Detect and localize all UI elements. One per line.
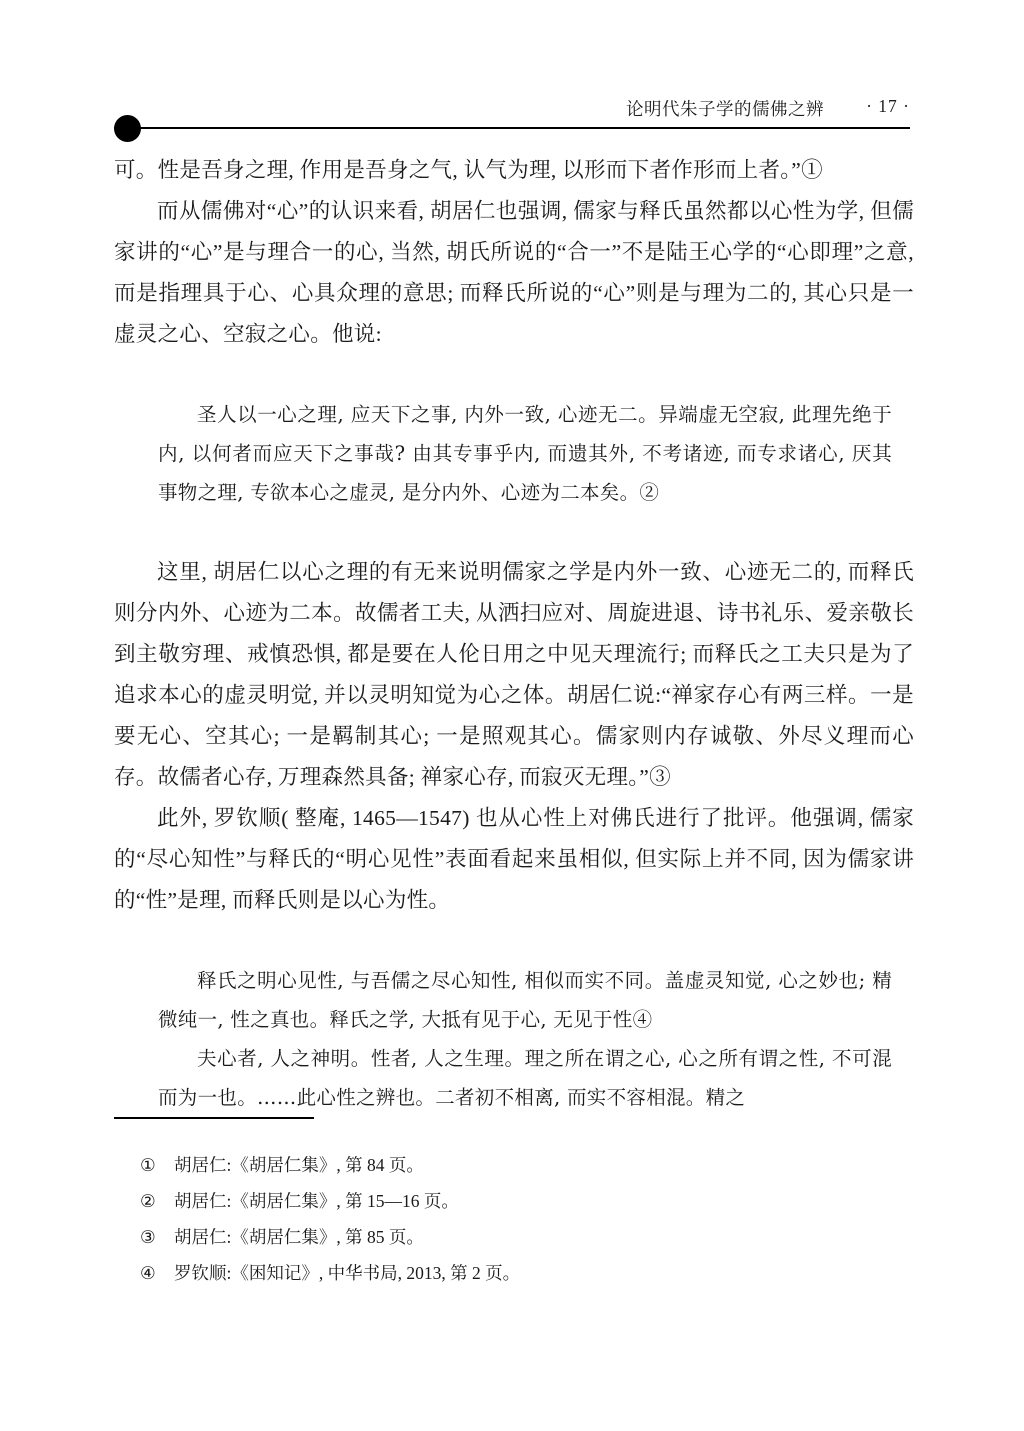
header-divider — [114, 127, 910, 129]
footnote-marker: ③ — [140, 1226, 156, 1247]
block-quote — [114, 961, 914, 1117]
footnote-marker: ① — [140, 1154, 156, 1175]
paragraph: 可。性是吾身之理, 作用是吾身之气, 认气为理, 以形而下者作形而上者。”① — [114, 158, 823, 182]
paragraph: 此外, 罗钦顺( 整庵, 1465—1547) 也从心性上对佛氏进行了批评。他强调, 儒家的“尽心知性”与释氏的“明心见性”表面看起来虽相似, 但实际上并不同, 因为儒家讲的“性”是理, 而释氏则是以心为性。 — [114, 806, 914, 912]
footnote-item — [114, 1219, 914, 1255]
footnote-text: 胡居仁:《胡居仁集》, 第 84 页。 — [174, 1154, 424, 1175]
page-header — [114, 96, 910, 142]
block-quote-text: 夫心者, 人之神明。性者, 人之生理。理之所在谓之心, 心之所有谓之性, 不可混而为一也。……此心性之辨也。二者初不相离, 而实不容相混。精之 — [158, 1047, 892, 1109]
running-head-title: 论明代朱子学的儒佛之辨 — [626, 99, 824, 119]
footnote-section — [114, 1117, 914, 1291]
block-quote-text: 圣人以一心之理, 应天下之事, 内外一致, 心迹无二。异端虚无空寂, 此理先绝于内, 以何者而应天下之事哉? 由其专事乎内, 而遗其外, 不考诸迹, 而专求诸心, 厌其事物之理, 专欲本心之虚灵, 是分内外、心迹为二本矣。② — [158, 403, 892, 504]
footnote-text: 胡居仁:《胡居仁集》, 第 85 页。 — [174, 1226, 424, 1247]
block-quote-text: 释氏之明心见性, 与吾儒之尽心知性, 相似而实不同。盖虚灵知觉, 心之妙也; 精微纯一, 性之真也。释氏之学, 大抵有见于心, 无见于性④ — [158, 969, 892, 1031]
spacer — [114, 355, 914, 395]
footnote-text: 罗钦顺:《困知记》, 中华书局, 2013, 第 2 页。 — [174, 1262, 521, 1283]
footnote-marker: ④ — [140, 1262, 156, 1283]
footnote-item — [114, 1147, 914, 1183]
footnote-text: 胡居仁:《胡居仁集》, 第 15—16 页。 — [174, 1190, 459, 1211]
footnote-divider — [114, 1117, 314, 1119]
paragraph: 而从儒佛对“心”的认识来看, 胡居仁也强调, 儒家与释氏虽然都以心性为学, 但儒家讲的“心”是与理合一的心, 当然, 胡氏所说的“合一”不是陆王心学的“心即理”之意, 而是指理具于心、心具众理的意思; 而释氏所说的“心”则是与理为二的, 其心只是一虚灵之心、空寂之心。他说: — [114, 199, 914, 346]
footnote-item — [114, 1255, 914, 1291]
block-quote — [114, 395, 914, 512]
page-number: · 17 · — [866, 96, 910, 116]
spacer — [114, 512, 914, 552]
footnote-item — [114, 1183, 914, 1219]
spacer — [114, 921, 914, 961]
paragraph: 这里, 胡居仁以心之理的有无来说明儒家之学是内外一致、心迹无二的, 而释氏则分内外、心迹为二本。故儒者工夫, 从洒扫应对、周旋进退、诗书礼乐、爱亲敬长到主敬穷理、戒慎恐惧, 都是要在人伦日用之中见天理流行; 而释氏之工夫只是为了追求本心的虚灵明觉, 并以灵明知觉为心之体。胡居仁说:“禅家存心有两三样。一是要无心、空其心; 一是羁制其心; 一是照观其心。儒家则内存诚敬、外尽义理而心存。故儒者心存, 万理森然具备; 禅家心存, 而寂灭无理。”③ — [114, 560, 914, 789]
footnote-marker: ② — [140, 1190, 156, 1211]
page-content — [114, 150, 914, 1117]
